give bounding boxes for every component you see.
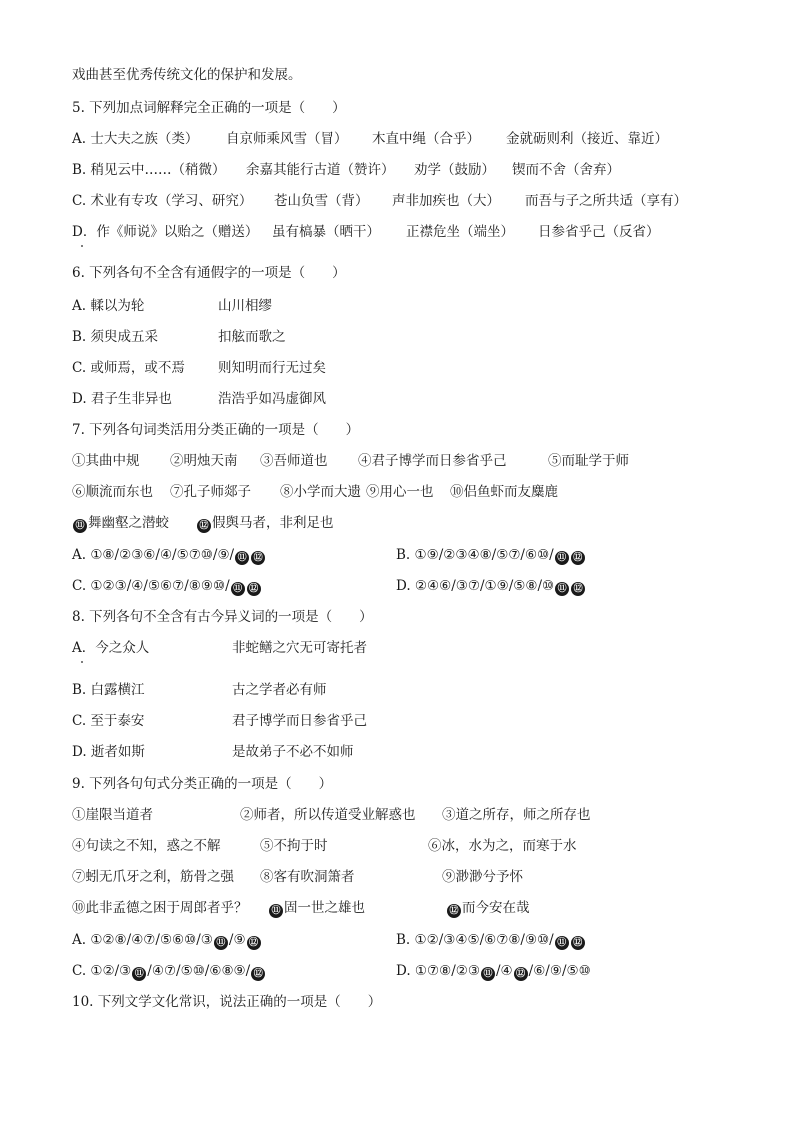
q6-d-2: 浩浩乎如冯虚御风: [218, 391, 326, 407]
question-9-option-b[interactable]: B. ①②/③④⑤/⑥⑦⑧/⑨⑩/ ⑪ ⑫: [396, 931, 586, 950]
question-9-option-a[interactable]: A. ①②⑧/④⑦/⑤⑥⑩/③ ⑪ /⑨ ⑫: [72, 931, 262, 950]
q8-d-2: 是故弟子不必不如师: [232, 744, 354, 760]
q5-a-2: 自京师乘风雪（冒）: [226, 131, 348, 147]
q5-d-2: 虽有槁暴（晒干）: [272, 224, 380, 240]
q5-c-3: 声非加疾也（大）: [392, 193, 500, 209]
q9-item: ⑩此非孟德之困于周郎者乎？: [72, 900, 248, 916]
q8-b-1: B. 白露横江: [72, 682, 145, 698]
q7-item: ⑤而耻学于师: [548, 453, 629, 469]
circled-number-11: ⑪: [269, 904, 283, 918]
emphasis-dot: [81, 661, 83, 663]
q9-item: ⑫ 而今安在哉: [446, 899, 530, 918]
question-7-option-b[interactable]: B. ①⑨/②③④⑧/⑤⑦/⑥⑩/ ⑪ ⑫: [396, 546, 586, 565]
q5-d-1: D．作《师说》以贻之（赠送）: [72, 224, 259, 240]
q7-item: ⑫ 假舆马者，非利足也: [196, 514, 334, 533]
q9-item: ⑦蚓无爪牙之利，筋骨之强: [72, 869, 234, 885]
q6-a-1: A. 輮以为轮: [72, 298, 145, 314]
q5-d-3: 正襟危坐（端坐）: [406, 224, 514, 240]
q5-b-3: 劝学（鼓励）: [414, 162, 495, 178]
q7-item: ④君子博学而日参省乎己: [358, 453, 507, 469]
q9-item: ⑥冰，水为之，而寒于水: [428, 838, 577, 854]
q6-b-2: 扣舷而歌之: [218, 329, 286, 345]
question-7-option-c[interactable]: C. ①②③/④/⑤⑥⑦/⑧⑨⑩/ ⑪ ⑫: [72, 577, 262, 596]
q7-item: ⑦孔子师郯子: [170, 484, 251, 500]
question-9-option-d[interactable]: D. ①⑦⑧/②③ ⑪ /④ ⑫ /⑥/⑨/⑤⑩: [396, 963, 591, 979]
q9-item: ②师者，所以传道受业解惑也: [240, 807, 416, 823]
q9-item: ①崖限当道者: [72, 807, 153, 823]
circled-number-12: ⑫: [447, 904, 461, 918]
q7-item: ③吾师道也: [260, 453, 328, 469]
question-5-stem: 5. 下列加点词解释完全正确的一项是（ ）: [72, 100, 346, 116]
q8-a-1: A．今之众人: [72, 640, 150, 656]
emphasis-dot: [81, 245, 83, 247]
question-7-option-a[interactable]: A. ①⑧/②③⑥/④/⑤⑦⑩/⑨/ ⑪ ⑫: [72, 546, 266, 565]
q5-c-1: C. 术业有专攻（学习、研究）: [72, 193, 253, 209]
q7-item: ⑩侣鱼虾而友麋鹿: [450, 484, 558, 500]
q7-item: ⑪ 舞幽壑之潜蛟: [72, 514, 169, 533]
question-10-stem: 10. 下列文学文化常识，说法正确的一项是（ ）: [72, 994, 382, 1010]
circled-number-12: ⑫: [197, 519, 211, 533]
question-8-stem: 8. 下列各句不全含有古今异义词的一项是（ ）: [72, 609, 373, 625]
question-6-stem: 6. 下列各句不全含有通假字的一项是（ ）: [72, 265, 346, 281]
q6-b-1: B. 须臾成五采: [72, 329, 159, 345]
q8-c-1: C. 至于泰安: [72, 713, 145, 729]
intro-text: 戏曲甚至优秀传统文化的保护和发展。: [72, 67, 302, 83]
q9-item: ⑤不拘于时: [260, 838, 328, 854]
question-9-stem: 9. 下列各句句式分类正确的一项是（ ）: [72, 776, 333, 792]
q7-item: ⑥顺流而东也: [72, 484, 153, 500]
q5-a-4: 金就砺则利（接近、靠近）: [506, 131, 668, 147]
q8-d-1: D. 逝者如斯: [72, 744, 145, 760]
q9-item: ⑧客有吹洞箫者: [260, 869, 355, 885]
q9-item: ⑨渺渺兮予怀: [442, 869, 523, 885]
q7-item: ②明烛天南: [170, 453, 238, 469]
question-7-option-d[interactable]: D. ②④⑥/③⑦/①⑨/⑤⑧/⑩ ⑪ ⑫: [396, 577, 586, 596]
question-9-option-c[interactable]: C. ①②/③ ⑪ /④⑦/⑤⑩/⑥⑧⑨/ ⑫: [72, 962, 266, 981]
q8-c-2: 君子博学而日参省乎己: [232, 713, 367, 729]
q6-c-2: 则知明而行无过矣: [218, 360, 326, 376]
q6-d-1: D. 君子生非异也: [72, 391, 172, 407]
q7-item: ⑨用心一也: [366, 484, 434, 500]
q8-b-2: 古之学者必有师: [232, 682, 327, 698]
q5-a-3: 木直中绳（合乎）: [372, 131, 480, 147]
question-7-stem: 7. 下列各句词类活用分类正确的一项是（ ）: [72, 422, 360, 438]
q5-d-4: 日参省乎己（反省）: [538, 224, 660, 240]
q8-a-2: 非蛇鳝之穴无可寄托者: [232, 640, 367, 656]
q5-c-2: 苍山负雪（背）: [274, 193, 369, 209]
q9-item: ⑪ 固一世之雄也: [268, 899, 365, 918]
q7-item: ①其曲中规: [72, 453, 140, 469]
q9-item: ③道之所存，师之所存也: [442, 807, 591, 823]
q6-c-1: C. 或师焉，或不焉: [72, 360, 185, 376]
q6-a-2: 山川相缪: [218, 298, 272, 314]
q5-b-1: B. 稍见云中……（稍微）: [72, 162, 226, 178]
q5-a-1: A. 士大夫之族（类）: [72, 131, 199, 147]
q5-b-2: 余嘉其能行古道（赞许）: [246, 162, 395, 178]
q5-c-4: 而吾与子之所共适（享有）: [525, 193, 687, 209]
q9-item: ④句读之不知，惑之不解: [72, 838, 221, 854]
q7-item: ⑧小学而大遗: [280, 484, 361, 500]
circled-number-11: ⑪: [73, 519, 87, 533]
q5-b-4: 锲而不舍（舍弃）: [512, 162, 620, 178]
